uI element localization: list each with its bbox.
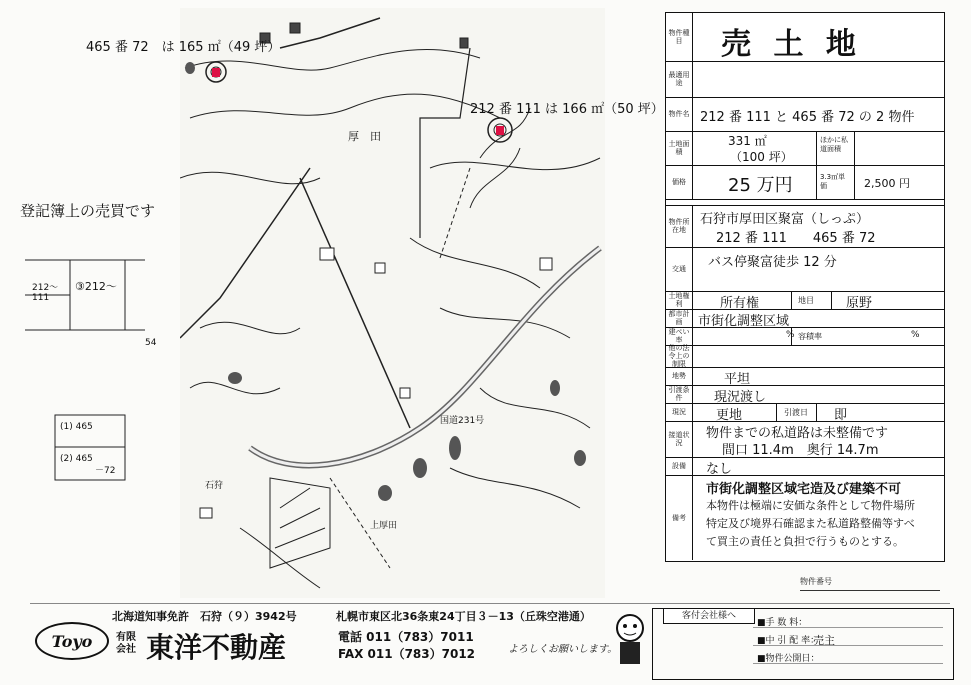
private-road-label: ほかに私道面積 — [820, 136, 848, 153]
property-sheet — [665, 12, 945, 562]
header-other: 他の法令上の制限 — [666, 345, 693, 367]
area-value: 331 ㎡ — [728, 134, 767, 148]
remarks-line-1: 市街化調整区域宅造及び建築不可 — [706, 482, 902, 497]
logo-text: Toyo — [51, 631, 93, 651]
row-remarks — [666, 475, 944, 560]
rights-value: 所有権 — [720, 296, 760, 311]
row-price — [666, 165, 944, 200]
header-planning: 都市計画 — [666, 309, 693, 327]
split-label: ■中 引 配 率： — [757, 636, 820, 646]
greeting-text: よろしくお願いします。 — [508, 644, 618, 655]
area-tsubo: （100 坪） — [730, 150, 793, 164]
header-price: 価格 — [666, 165, 693, 199]
agent-info-box — [652, 608, 954, 680]
delivery-value: 現況渡し — [714, 390, 767, 405]
property-type: 売 土 地 — [721, 27, 862, 62]
split-value: 売主 — [813, 634, 835, 647]
row-facility — [666, 457, 944, 476]
current-value: 更地 — [716, 408, 743, 423]
remarks-line-2: 本物件は極端に安価な条件として物件場所 — [706, 499, 915, 512]
coverage-unit: % — [786, 330, 795, 340]
row-planning — [666, 309, 944, 328]
agent-box-title: 客付会社様へ — [663, 608, 755, 624]
row-area — [666, 131, 944, 166]
place-label: 上厚田 — [370, 521, 398, 531]
unit-price-value: 2,500 円 — [864, 177, 910, 190]
site-map — [180, 8, 605, 598]
row-rights — [666, 291, 944, 310]
row-coverage — [666, 327, 944, 346]
registry-sketch-b — [40, 395, 150, 505]
header-delivery: 引渡条件 — [666, 385, 693, 403]
registry-lot-54: 54 — [145, 338, 157, 348]
fee-label: ■手 数 料： — [757, 618, 808, 628]
road-label: 国道231号 — [440, 416, 485, 426]
header-terrain: 地勢 — [666, 367, 693, 385]
property-number-label: 物件番号 — [800, 577, 832, 586]
company-name: 東洋不動産 — [146, 631, 287, 664]
header-current: 現況 — [666, 403, 693, 421]
row-road — [666, 421, 944, 458]
header-traffic: 交通 — [666, 247, 693, 291]
header-use: 最適用途 — [666, 61, 693, 97]
price-value: 25 万円 — [728, 175, 793, 196]
header-rights: 土地権利 — [666, 291, 693, 309]
header-location: 物件所在地 — [666, 205, 693, 247]
license-number: 北海道知事免許 石狩（９）3942号 — [112, 610, 297, 623]
registry-plot-a: 212～ 111 — [32, 283, 59, 303]
registry-lot-72: －72 — [95, 466, 116, 476]
company-fax: FAX 011（783）7012 — [338, 647, 476, 661]
far-label: 容積率 — [798, 332, 822, 341]
remarks-line-3: 特定及び境界石確認また私道路整備等すべ — [706, 517, 915, 530]
parcel-465-label: 465 番 72 は 165 ㎡（49 坪） — [86, 40, 281, 55]
row-terrain — [666, 367, 944, 386]
header-type: 物件種目 — [666, 13, 693, 61]
company-address: 札幌市東区北36条東24丁目３－13（丘珠空港通） — [336, 610, 591, 623]
row-name — [666, 97, 944, 132]
header-remarks: 備考 — [666, 475, 693, 560]
far-unit: % — [911, 330, 920, 340]
district-label: 厚 田 — [348, 130, 381, 143]
registry-plot-b: ③212～ — [75, 280, 117, 293]
traffic-value: バス停聚富徒歩 12 分 — [708, 255, 837, 270]
registry-title: 登記簿上の売買です — [20, 202, 156, 220]
company-logo — [35, 622, 109, 660]
land-category-label: 地目 — [798, 296, 814, 305]
header-road: 接道状況 — [666, 421, 693, 457]
location-line-2: 212 番 111 465 番 72 — [716, 231, 876, 246]
row-use — [666, 61, 944, 98]
company-prefix: 有限会社 — [116, 632, 136, 655]
header-facility: 設備 — [666, 457, 693, 475]
place-label: 石狩 — [205, 481, 224, 491]
registry-lot-1: (1) 465 — [60, 422, 93, 432]
row-location — [666, 205, 944, 248]
registry-lot-2: (2) 465 — [60, 454, 93, 464]
row-traffic — [666, 247, 944, 292]
facility-value: なし — [706, 462, 733, 477]
planning-value: 市街化調整区域 — [698, 314, 790, 329]
road-line-2: 間口 11.4m 奥行 14.7m — [722, 443, 879, 458]
location-line-1: 石狩市厚田区聚富（しっぷ） — [700, 212, 870, 227]
row-other — [666, 345, 944, 368]
terrain-value: 平坦 — [724, 372, 751, 387]
parcel-212-label: 212 番 111 は 166 ㎡（50 坪） — [470, 102, 664, 117]
handover-label: 引渡日 — [784, 408, 808, 417]
remarks-line-4: て買主の責任と負担で行うものとする。 — [706, 535, 904, 548]
land-category-value: 原野 — [846, 296, 873, 311]
row-type — [666, 13, 944, 62]
ad-date-label: ■物件公開日： — [757, 654, 820, 664]
row-current — [666, 403, 944, 422]
handover-value: 即 — [834, 408, 848, 423]
header-name: 物件名 — [666, 97, 693, 131]
mascot-illustration — [612, 612, 648, 668]
map-drawing — [180, 8, 605, 598]
unit-price-label: 3.3㎡単価 — [820, 173, 846, 190]
header-area: 土地面積 — [666, 131, 693, 165]
row-delivery — [666, 385, 944, 404]
header-coverage: 建ぺい率 — [666, 327, 693, 345]
property-name: 212 番 111 と 465 番 72 の 2 物件 — [700, 110, 915, 125]
road-line-1: 物件までの私道路は未整備です — [706, 426, 889, 441]
company-tel: 電話 011（783）7011 — [338, 630, 474, 644]
